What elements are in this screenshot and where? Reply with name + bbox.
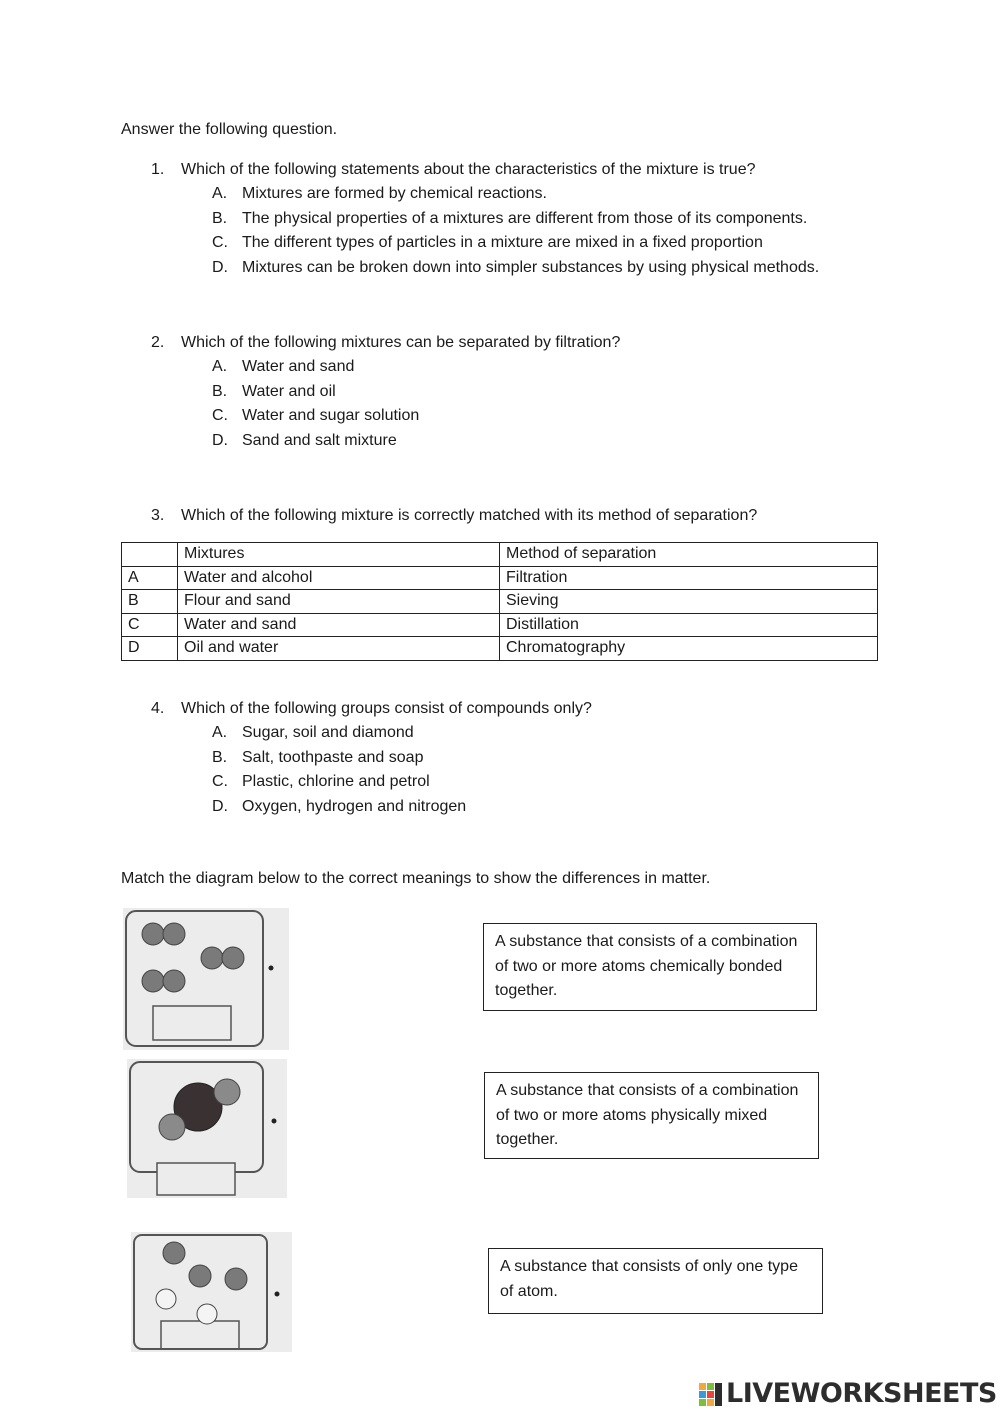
match-dot[interactable] xyxy=(269,966,274,971)
liveworksheets-logo-icon xyxy=(698,1380,724,1408)
table-cell: Chromatography xyxy=(500,637,878,661)
option[interactable] xyxy=(212,207,911,232)
match-dot[interactable] xyxy=(275,1292,280,1297)
table-header-row xyxy=(122,543,878,567)
table-row[interactable] xyxy=(122,566,878,590)
table-cell: Flour and sand xyxy=(178,590,500,614)
option[interactable] xyxy=(212,256,911,281)
logo-text: LIVEWORKSHEETS xyxy=(726,1378,997,1409)
container-base xyxy=(153,1006,231,1040)
option-letter: D. xyxy=(212,431,228,449)
question-number: 4. xyxy=(151,700,165,717)
instruction: Answer the following question. xyxy=(121,121,338,138)
match-box-3[interactable]: A substance that consists of only one type of atom. xyxy=(488,1248,823,1314)
table-cell: D xyxy=(122,637,178,661)
option-text: Mixtures are formed by chemical reactions. xyxy=(242,185,547,202)
option[interactable] xyxy=(212,770,911,795)
question-text: Which of the following groups consist of compounds only? xyxy=(181,700,592,717)
table-cell: A xyxy=(122,566,178,590)
separation-table xyxy=(121,542,878,661)
option-letter: A. xyxy=(212,358,228,375)
table-row[interactable] xyxy=(122,637,878,661)
match-box-1[interactable]: A substance that consists of a combination of two or more atoms chemically bonded together. xyxy=(483,923,817,1011)
atom xyxy=(201,947,223,969)
question-1 xyxy=(151,158,911,280)
question-number: 3. xyxy=(151,507,165,524)
particle-diagram-3 xyxy=(131,1232,292,1352)
question-text: Which of the following statements about the characteristics of the mixture is true? xyxy=(181,161,756,178)
table-cell: Oil and water xyxy=(178,637,500,661)
option-text: The physical properties of a mixtures are different from those of its components. xyxy=(242,209,808,227)
container-base xyxy=(157,1163,235,1195)
atom xyxy=(222,947,244,969)
diagram-molecules-element xyxy=(123,908,289,1050)
option-text: The different types of particles in a mixture are mixed in a fixed proportion xyxy=(242,234,763,251)
option-text: Mixtures can be broken down into simpler substances by using physical methods. xyxy=(242,258,820,276)
option-letter: B. xyxy=(212,382,228,400)
table-cell: Water and alcohol xyxy=(178,566,500,590)
option-letter: B. xyxy=(212,748,228,766)
table-cell: Filtration xyxy=(500,566,878,590)
option[interactable] xyxy=(212,355,911,380)
option-letter: B. xyxy=(212,209,228,227)
question-text: Which of the following mixtures can be separated by filtration? xyxy=(181,334,621,351)
atom xyxy=(163,923,185,945)
diagram-compound xyxy=(127,1059,287,1198)
table-row[interactable] xyxy=(122,613,878,637)
option-letter: D. xyxy=(212,258,228,276)
option-text: Sand and salt mixture xyxy=(242,431,397,449)
atom xyxy=(197,1304,217,1324)
table-cell: Sieving xyxy=(500,590,878,614)
atom xyxy=(163,970,185,992)
option[interactable] xyxy=(212,231,911,256)
particle-diagram-1 xyxy=(123,908,289,1050)
table-cell: C xyxy=(122,613,178,637)
atom xyxy=(189,1265,211,1287)
atom xyxy=(163,1242,185,1264)
option-text: Oxygen, hydrogen and nitrogen xyxy=(242,797,467,815)
table-cell: Distillation xyxy=(500,613,878,637)
option-text: Salt, toothpaste and soap xyxy=(242,748,424,766)
option[interactable] xyxy=(212,380,911,405)
option-text: Water and sugar solution xyxy=(242,407,420,424)
option-text: Water and sand xyxy=(242,358,355,375)
table-header: Mixtures xyxy=(178,543,500,567)
question-number: 2. xyxy=(151,334,165,351)
atom xyxy=(142,923,164,945)
option-letter: D. xyxy=(212,797,228,815)
question-text: Which of the following mixture is correctly matched with its method of separation? xyxy=(181,507,758,524)
table-cell: B xyxy=(122,590,178,614)
option-letter: A. xyxy=(212,724,228,741)
match-instruction: Match the diagram below to the correct meanings to show the differences in matter. xyxy=(121,870,711,887)
question-2 xyxy=(151,331,911,453)
atom xyxy=(142,970,164,992)
option[interactable] xyxy=(212,746,911,771)
liveworksheets-logo[interactable] xyxy=(698,1378,997,1409)
question-4 xyxy=(151,697,911,819)
table-cell xyxy=(122,543,178,567)
match-dot[interactable] xyxy=(272,1119,277,1124)
match-box-2[interactable]: A substance that consists of a combination of two or more atoms physically mixed together. xyxy=(484,1072,819,1159)
diagram-mixture xyxy=(131,1232,292,1352)
option[interactable] xyxy=(212,795,911,820)
option-letter: C. xyxy=(212,407,228,424)
atom xyxy=(225,1268,247,1290)
particle-diagram-2 xyxy=(127,1059,287,1198)
table-cell: Water and sand xyxy=(178,613,500,637)
option[interactable] xyxy=(212,429,911,454)
question-3 xyxy=(151,504,911,528)
atom xyxy=(159,1114,185,1140)
option-text: Plastic, chlorine and petrol xyxy=(242,773,430,790)
table-row[interactable] xyxy=(122,590,878,614)
option-letter: A. xyxy=(212,185,228,202)
option-text: Sugar, soil and diamond xyxy=(242,724,414,741)
container-base xyxy=(161,1321,239,1349)
option[interactable] xyxy=(212,404,911,429)
option-text: Water and oil xyxy=(242,382,336,400)
question-number: 1. xyxy=(151,161,165,178)
option-letter: C. xyxy=(212,234,228,251)
option[interactable] xyxy=(212,721,911,746)
container-outline xyxy=(134,1235,267,1349)
table-header: Method of separation xyxy=(500,543,878,567)
atom xyxy=(156,1289,176,1309)
option-letter: C. xyxy=(212,773,228,790)
option[interactable] xyxy=(212,182,911,207)
atom xyxy=(214,1079,240,1105)
